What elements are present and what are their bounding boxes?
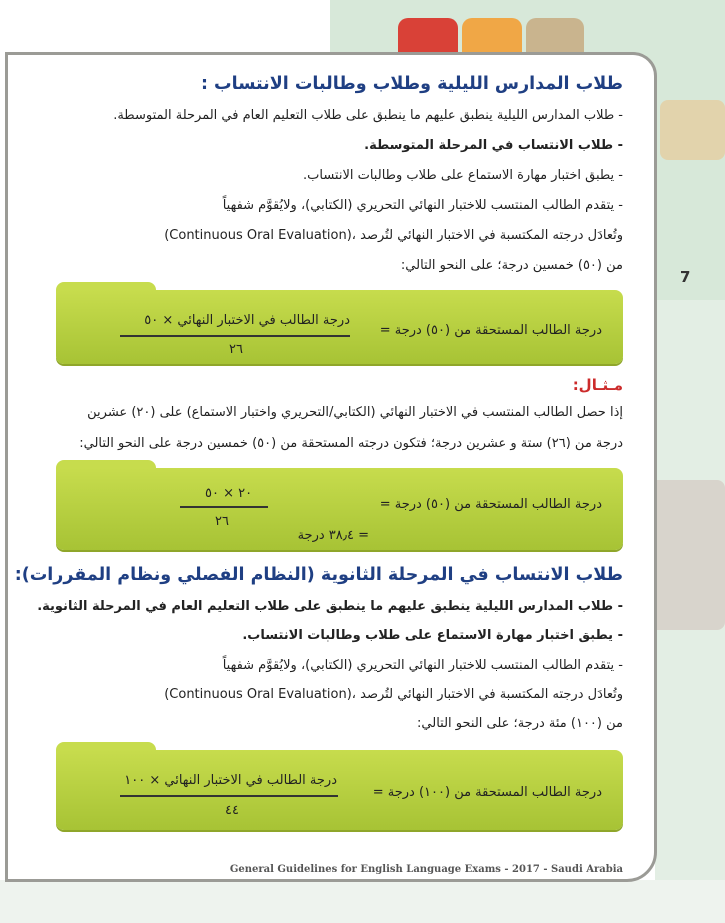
example-label: مـثـال:: [572, 376, 623, 394]
example-line-2: درجة من (٢٦) ستة و عشرين درجة؛ فتكون درجته المستحقة من (٥٠) خمسين درجة على النحو التالي:: [79, 436, 623, 451]
formula1-denominator: ٢٦: [229, 342, 243, 357]
section1-bullet-1: - طلاب المدارس الليلية ينطبق عليهم ما ينطبق على طلاب التعليم العام في المرحلة المتوسطة.: [113, 108, 623, 123]
section1-continuation-1: (Continuous Oral Evaluation)، وتُعادَل درجته المكتسبة في الاختبار النهائي لتُرصد: [164, 228, 623, 243]
page-number: 7: [680, 268, 691, 286]
formula2-fraction-line: [180, 506, 268, 508]
formula1-fraction-line: [120, 335, 350, 337]
section2-bullet-3: - يتقدم الطالب المنتسب للاختبار النهائي التحريري (الكتابي)، ولايُقوَّم شفهياً: [222, 658, 623, 673]
formula2-result: = ٣٨٫٤ درجة: [297, 528, 369, 543]
formula3-numerator: درجة الطالب في الاختبار النهائي × ١٠٠: [124, 773, 337, 788]
section2-heading: طلاب الانتساب في المرحلة الثانوية (النظام الفصلي ونظام المقررات):: [14, 565, 623, 585]
section1-bullet-4: - يتقدم الطالب المنتسب للاختبار النهائي التحريري (الكتابي)، ولايُقوَّم شفهياً: [222, 198, 623, 213]
section2-continuation-2: من (١٠٠) مئة درجة؛ على النحو التالي:: [417, 716, 623, 731]
formula2-lhs: درجة الطالب المستحقة من (٥٠) درجة =: [379, 497, 602, 512]
example-line-1: إذا حصل الطالب المنتسب في الاختبار النهائي (الكتابي/التحريري واختبار الاستماع) على (٢٠) عشرين: [87, 405, 623, 420]
side-block-tan: [660, 100, 725, 160]
section2-bullet-2: - يطبق اختبار مهارة الاستماع على طلاب وطالبات الانتساب.: [242, 628, 623, 643]
formula3-fraction-line: [120, 795, 338, 797]
section1-bullet-2: - طلاب الانتساب في المرحلة المتوسطة.: [364, 138, 623, 153]
side-block-bottom: [0, 880, 725, 923]
section1-bullet-3: - يطبق اختبار مهارة الاستماع على طلاب وطالبات الانتساب.: [302, 168, 623, 183]
formula2-numerator: ٢٠ × ٥٠: [205, 486, 253, 501]
formula3-denominator: ٤٤: [225, 803, 239, 818]
formula1-numerator: درجة الطالب في الاختبار النهائي × ٥٠: [144, 313, 350, 328]
formula3-lhs: درجة الطالب المستحقة من (١٠٠) درجة =: [372, 785, 602, 800]
page-footer: General Guidelines for English Language Exams - 2017 - Saudi Arabia: [229, 864, 623, 875]
section2-continuation-1: (Continuous Oral Evaluation)، وتُعادَل درجته المكتسبة في الاختبار النهائي لتُرصد: [164, 687, 623, 702]
section2-bullet-1: - طلاب المدارس الليلية ينطبق عليهم ما ينطبق على طلاب التعليم العام في المرحلة الثانوية.: [37, 599, 623, 614]
formula1-lhs: درجة الطالب المستحقة من (٥٠) درجة =: [379, 323, 602, 338]
section1-heading: طلاب المدارس الليلية وطلاب وطالبات الانتساب :: [200, 74, 623, 94]
section1-continuation-2: من (٥٠) خمسين درجة؛ على النحو التالي:: [400, 258, 623, 273]
formula2-denominator: ٢٦: [215, 514, 229, 529]
